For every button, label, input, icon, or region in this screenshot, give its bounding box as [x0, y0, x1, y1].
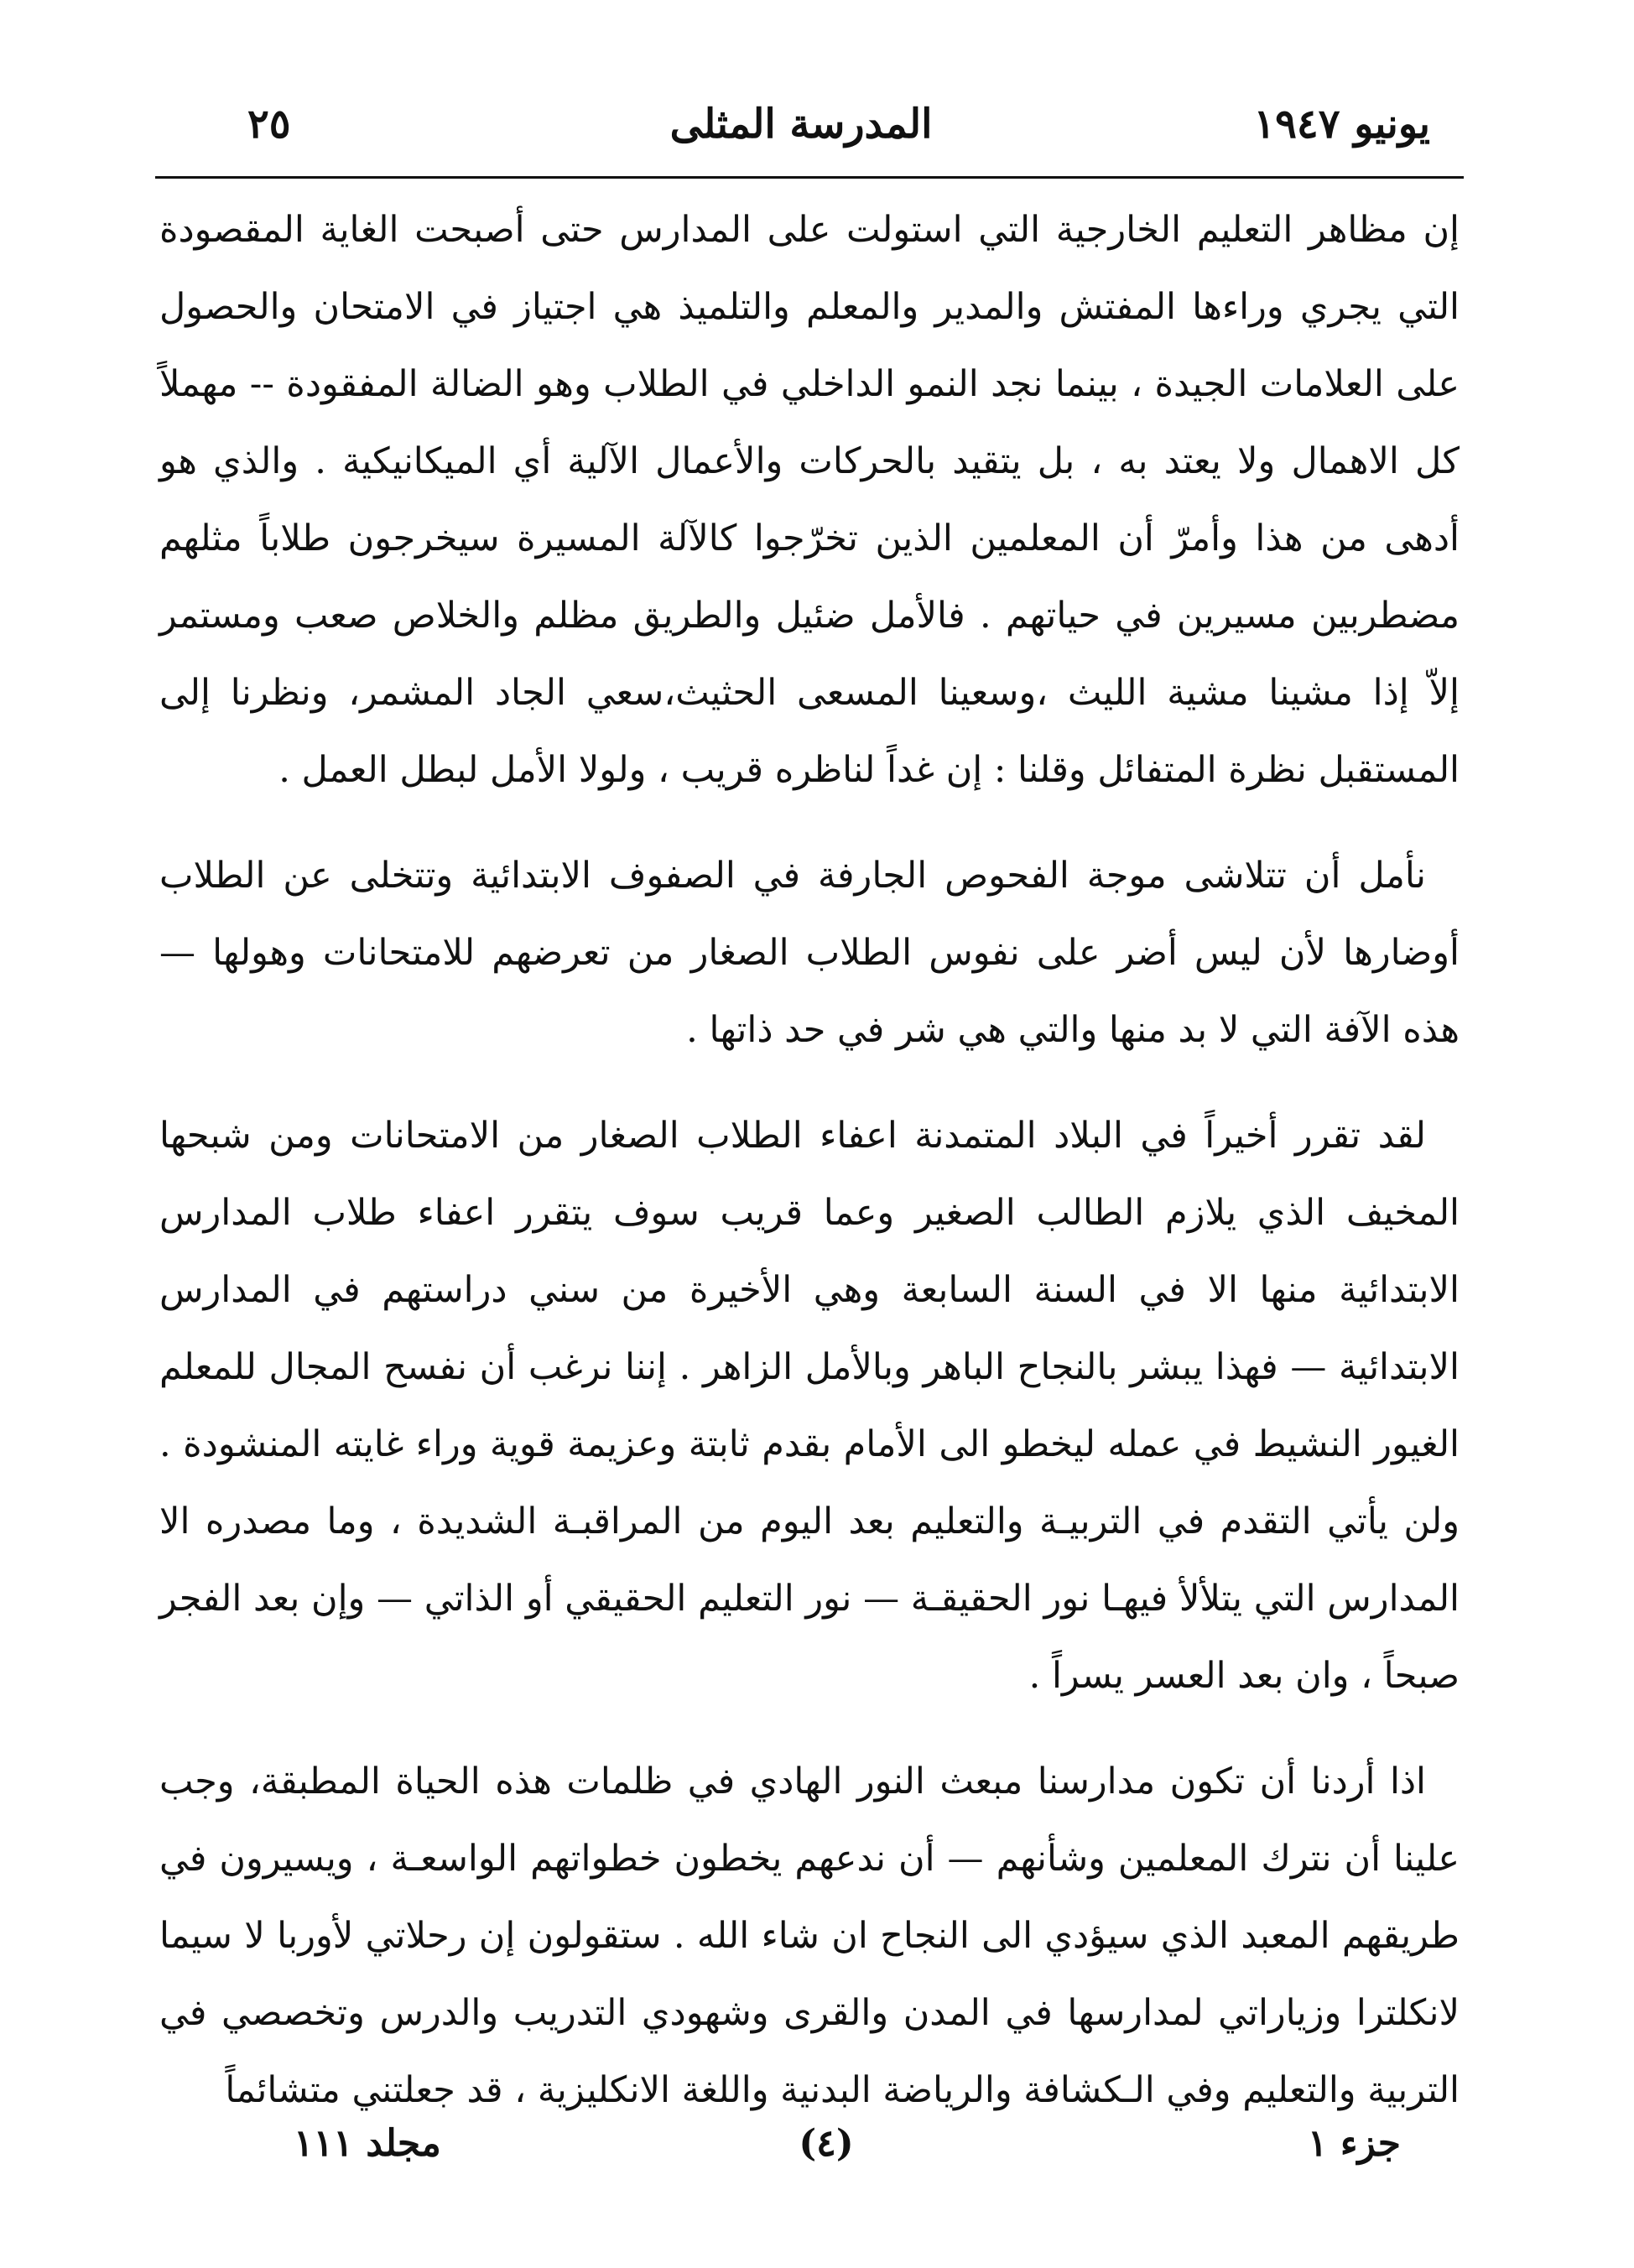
footer-part: جزء ١	[1307, 2122, 1401, 2165]
page-footer	[252, 2122, 1401, 2189]
footer-issue: (٤)	[799, 2122, 854, 2165]
page-header	[172, 88, 1430, 172]
header-page-number: ٢٥	[247, 101, 291, 148]
paragraph-2: نأمل أن تتلاشى موجة الفحوص الجارفة في الصفوف الابتدائية وتتخلى عن الطلاب أوضارها لأن ليس أضر على نفوس الطلاب الصغار من تعرضهم للامتحانات وهولها — هذه الآفة التي لا بد منها والتي هي شر في حد ذاتها .	[159, 855, 1460, 1051]
paragraph-4: اذا أردنا أن تكون مدارسنا مبعث النور الهادي في ظلمات هذه الحياة المطبقة، وجب علينا أن نترك المعلمين وشأنهم — أن ندعهم يخطون خطواتهم الواسعـة ، ويسيرون في طريقهم المعبد الذي سيؤدي الى النجاح ان شاء الله . ستقولون إن رحلاتي لأوربا لا سيما لانكلترا وزياراتي لمدارسها في المدن والقرى وشهودي التدريب والدرس وتخصصي في التربية والتعليم وفي الـكشافة والرياضة البدنية واللغة الانكليزية ، قد جعلتني متشائماً	[159, 1761, 1460, 2111]
paragraph-1: إن مظاهر التعليم الخارجية التي استولت على المدارس حتى أصبحت الغاية المقصودة التي يجري وراءها المفتش والمدير والمعلم والتلميذ هي اجتياز في الامتحان والحصول على العلامات الجيدة ، بينما نجد النمو الداخلي في الطلاب وهو الضالة المفقودة -- مهملاً كل الاهمال ولا يعتد به ، بل يتقيد بالحركات والأعمال الآلية أي الميكانيكية . والذي هو أدهى من هذا وأمرّ أن المعلمين الذين تخرّجوا كالآلة المسيرة سيخرجون طلاباً مثلهم مضطربين مسيرين في حياتهم . فالأمل ضئيل والطريق مظلم والخلاص صعب ومستمر إلاّ إذا مشينا مشية الليث ،وسعينا المسعى الحثيث،سعي الجاد المشمر، ونظرنا إلى المستقبل نظرة المتفائل وقلنا : إن غداً لناظره قريب ، ولولا الأمل لبطل العمل .	[159, 209, 1460, 791]
header-title: المدرسة المثلى	[669, 101, 933, 148]
footer-volume: مجلد ١١١	[294, 2122, 441, 2165]
header-date: يونيو ١٩٤٧	[1253, 101, 1430, 148]
article-body	[159, 191, 1460, 2157]
header-rule	[155, 176, 1464, 179]
paragraph-3: لقد تقرر أخيراً في البلاد المتمدنة اعفاء الطلاب الصغار من الامتحانات ومن شبحها المخيف الذي يلازم الطالب الصغير وعما قريب سوف يتقرر اعفاء طلاب المدارس الابتدائية منها الا في السنة السابعة وهي الأخيرة من سني دراستهم في المدارس الابتدائية — فهذا يبشر بالنجاح الباهر وبالأمل الزاهر . إننا نرغب أن نفسح المجال للمعلم الغيور النشيط في عمله ليخطو الى الأمام بقدم ثابتة وعزيمة قوية وراء غايته المنشودة . ولن يأتي التقدم في التربيـة والتعليم بعد اليوم من المراقبـة الشديدة ، وما مصدره الا المدارس التي يتلألأ فيهـا نور الحقيقـة — نور التعليم الحقيقي أو الذاتي — وإن بعد الفجر صبحاً ، وان بعد العسر يسراً .	[159, 1115, 1460, 1697]
